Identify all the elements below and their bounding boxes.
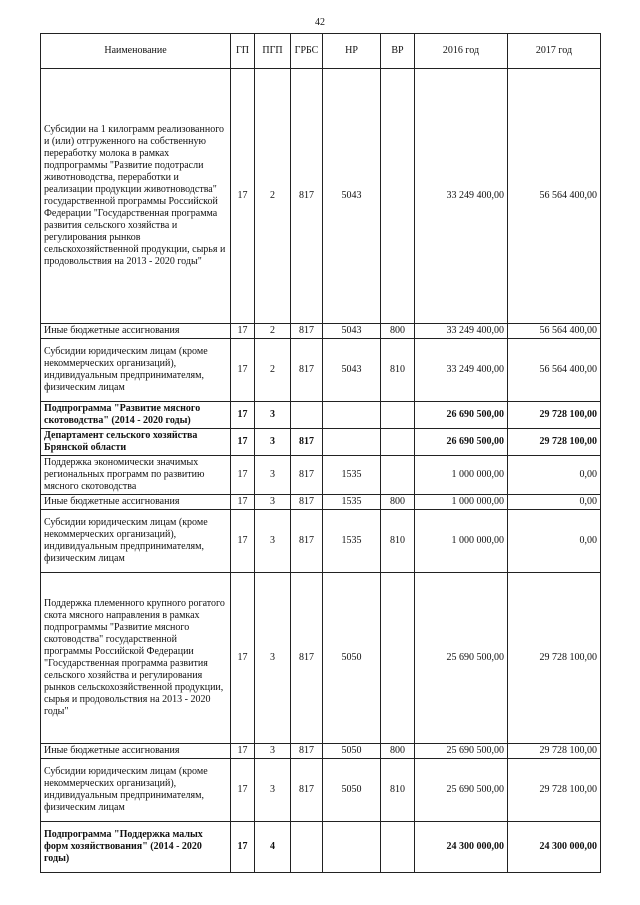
cell-2017: 29 728 100,00 <box>508 573 601 744</box>
cell-2016: 33 249 400,00 <box>415 69 508 324</box>
cell-2017: 56 564 400,00 <box>508 339 601 402</box>
cell-gp: 17 <box>231 402 255 429</box>
cell-nr: 5050 <box>323 759 381 822</box>
cell-grbs: 817 <box>291 429 323 456</box>
table-row <box>41 759 601 822</box>
cell-vr <box>381 822 415 873</box>
cell-2016: 26 690 500,00 <box>415 402 508 429</box>
cell-2017: 29 728 100,00 <box>508 429 601 456</box>
cell-grbs: 817 <box>291 744 323 759</box>
header-2017: 2017 год <box>508 34 601 69</box>
cell-name: Субсидии юридическим лицам (кроме некоммерческих организаций), индивидуальным предпринимателям, физическим лицам <box>41 759 231 822</box>
table-row <box>41 456 601 495</box>
cell-gp: 17 <box>231 339 255 402</box>
cell-nr <box>323 402 381 429</box>
header-vr: ВР <box>381 34 415 69</box>
cell-nr: 5050 <box>323 744 381 759</box>
cell-name: Поддержка экономически значимых региональных программ по развитию мясного скотоводства <box>41 456 231 495</box>
cell-pgp: 3 <box>255 402 291 429</box>
cell-nr <box>323 429 381 456</box>
cell-pgp: 3 <box>255 495 291 510</box>
cell-name: Подпрограмма "Развитие мясного скотоводства" (2014 - 2020 годы) <box>41 402 231 429</box>
cell-gp: 17 <box>231 456 255 495</box>
cell-grbs: 817 <box>291 324 323 339</box>
cell-grbs: 817 <box>291 759 323 822</box>
cell-pgp: 3 <box>255 456 291 495</box>
cell-vr: 800 <box>381 495 415 510</box>
cell-grbs: 817 <box>291 510 323 573</box>
budget-table <box>40 33 601 873</box>
cell-vr: 800 <box>381 324 415 339</box>
cell-pgp: 3 <box>255 429 291 456</box>
cell-2017: 29 728 100,00 <box>508 402 601 429</box>
cell-vr: 800 <box>381 744 415 759</box>
cell-pgp: 3 <box>255 510 291 573</box>
cell-name: Субсидии юридическим лицам (кроме некоммерческих организаций), индивидуальным предпринимателям, физическим лицам <box>41 339 231 402</box>
cell-grbs: 817 <box>291 573 323 744</box>
header-name: Наименование <box>41 34 231 69</box>
header-pgp: ПГП <box>255 34 291 69</box>
cell-nr: 1535 <box>323 495 381 510</box>
cell-pgp: 2 <box>255 339 291 402</box>
header-2016: 2016 год <box>415 34 508 69</box>
cell-2016: 1 000 000,00 <box>415 510 508 573</box>
table-row <box>41 339 601 402</box>
cell-gp: 17 <box>231 69 255 324</box>
cell-gp: 17 <box>231 759 255 822</box>
cell-grbs: 817 <box>291 339 323 402</box>
cell-pgp: 2 <box>255 69 291 324</box>
page-number: 42 <box>315 17 325 28</box>
table-row <box>41 429 601 456</box>
cell-gp: 17 <box>231 822 255 873</box>
cell-pgp: 4 <box>255 822 291 873</box>
cell-vr <box>381 573 415 744</box>
cell-2016: 25 690 500,00 <box>415 573 508 744</box>
cell-2016: 25 690 500,00 <box>415 744 508 759</box>
cell-grbs: 817 <box>291 69 323 324</box>
cell-vr <box>381 69 415 324</box>
cell-2016: 1 000 000,00 <box>415 495 508 510</box>
cell-pgp: 3 <box>255 759 291 822</box>
cell-2016: 33 249 400,00 <box>415 339 508 402</box>
cell-vr: 810 <box>381 510 415 573</box>
cell-gp: 17 <box>231 510 255 573</box>
cell-nr: 1535 <box>323 510 381 573</box>
cell-vr <box>381 429 415 456</box>
cell-nr <box>323 822 381 873</box>
cell-2016: 1 000 000,00 <box>415 456 508 495</box>
header-grbs: ГРБС <box>291 34 323 69</box>
cell-vr: 810 <box>381 759 415 822</box>
cell-2017: 0,00 <box>508 510 601 573</box>
cell-gp: 17 <box>231 573 255 744</box>
cell-vr: 810 <box>381 339 415 402</box>
cell-name: Иные бюджетные ассигнования <box>41 744 231 759</box>
cell-2017: 29 728 100,00 <box>508 759 601 822</box>
cell-nr: 5050 <box>323 573 381 744</box>
cell-pgp: 3 <box>255 573 291 744</box>
cell-2017: 24 300 000,00 <box>508 822 601 873</box>
cell-name: Иные бюджетные ассигнования <box>41 495 231 510</box>
cell-gp: 17 <box>231 324 255 339</box>
cell-2017: 0,00 <box>508 456 601 495</box>
cell-pgp: 2 <box>255 324 291 339</box>
cell-grbs <box>291 822 323 873</box>
table-row <box>41 324 601 339</box>
cell-2016: 25 690 500,00 <box>415 759 508 822</box>
cell-nr: 1535 <box>323 456 381 495</box>
header-gp: ГП <box>231 34 255 69</box>
cell-nr: 5043 <box>323 324 381 339</box>
cell-nr: 5043 <box>323 339 381 402</box>
cell-2017: 56 564 400,00 <box>508 324 601 339</box>
cell-gp: 17 <box>231 429 255 456</box>
table-header-row <box>41 34 601 69</box>
cell-grbs: 817 <box>291 495 323 510</box>
cell-2017: 29 728 100,00 <box>508 744 601 759</box>
cell-name: Субсидии юридическим лицам (кроме некоммерческих организаций), индивидуальным предпринимателям, физическим лицам <box>41 510 231 573</box>
table-row <box>41 402 601 429</box>
cell-vr <box>381 456 415 495</box>
cell-name: Поддержка племенного крупного рогатого скота мясного направления в рамках подпрограммы "Развитие мясного скотоводства" государственной программы Российской Федерации "Государственная программа развития сельского хозяйства и регулирования рынков сельскохозяйственной продукции, сырья и продовольствия на 2013 - 2020 годы" <box>41 573 231 744</box>
table-row <box>41 510 601 573</box>
table-row <box>41 69 601 324</box>
cell-nr: 5043 <box>323 69 381 324</box>
cell-pgp: 3 <box>255 744 291 759</box>
cell-name: Иные бюджетные ассигнования <box>41 324 231 339</box>
cell-name: Департамент сельского хозяйства Брянской области <box>41 429 231 456</box>
table-row <box>41 495 601 510</box>
cell-2016: 24 300 000,00 <box>415 822 508 873</box>
cell-name: Субсидии на 1 килограмм реализованного и (или) отгруженного на собственную переработку молока в рамках подпрограммы "Развитие подотрасли животноводства, переработки и реализации продукции животноводства" государственной программы Российской Федерации "Государственная программа развития сельского хозяйства и регулирования рынков сельскохозяйственной продукции, сырья и продовольствия на 2013 - 2020 годы" <box>41 69 231 324</box>
table-row <box>41 744 601 759</box>
cell-2016: 26 690 500,00 <box>415 429 508 456</box>
table-row <box>41 822 601 873</box>
cell-grbs <box>291 402 323 429</box>
cell-gp: 17 <box>231 744 255 759</box>
cell-vr <box>381 402 415 429</box>
cell-name: Подпрограмма "Поддержка малых форм хозяйствования" (2014 - 2020 годы) <box>41 822 231 873</box>
cell-2017: 0,00 <box>508 495 601 510</box>
cell-grbs: 817 <box>291 456 323 495</box>
header-nr: НР <box>323 34 381 69</box>
cell-2017: 56 564 400,00 <box>508 69 601 324</box>
cell-gp: 17 <box>231 495 255 510</box>
table-row <box>41 573 601 744</box>
cell-2016: 33 249 400,00 <box>415 324 508 339</box>
